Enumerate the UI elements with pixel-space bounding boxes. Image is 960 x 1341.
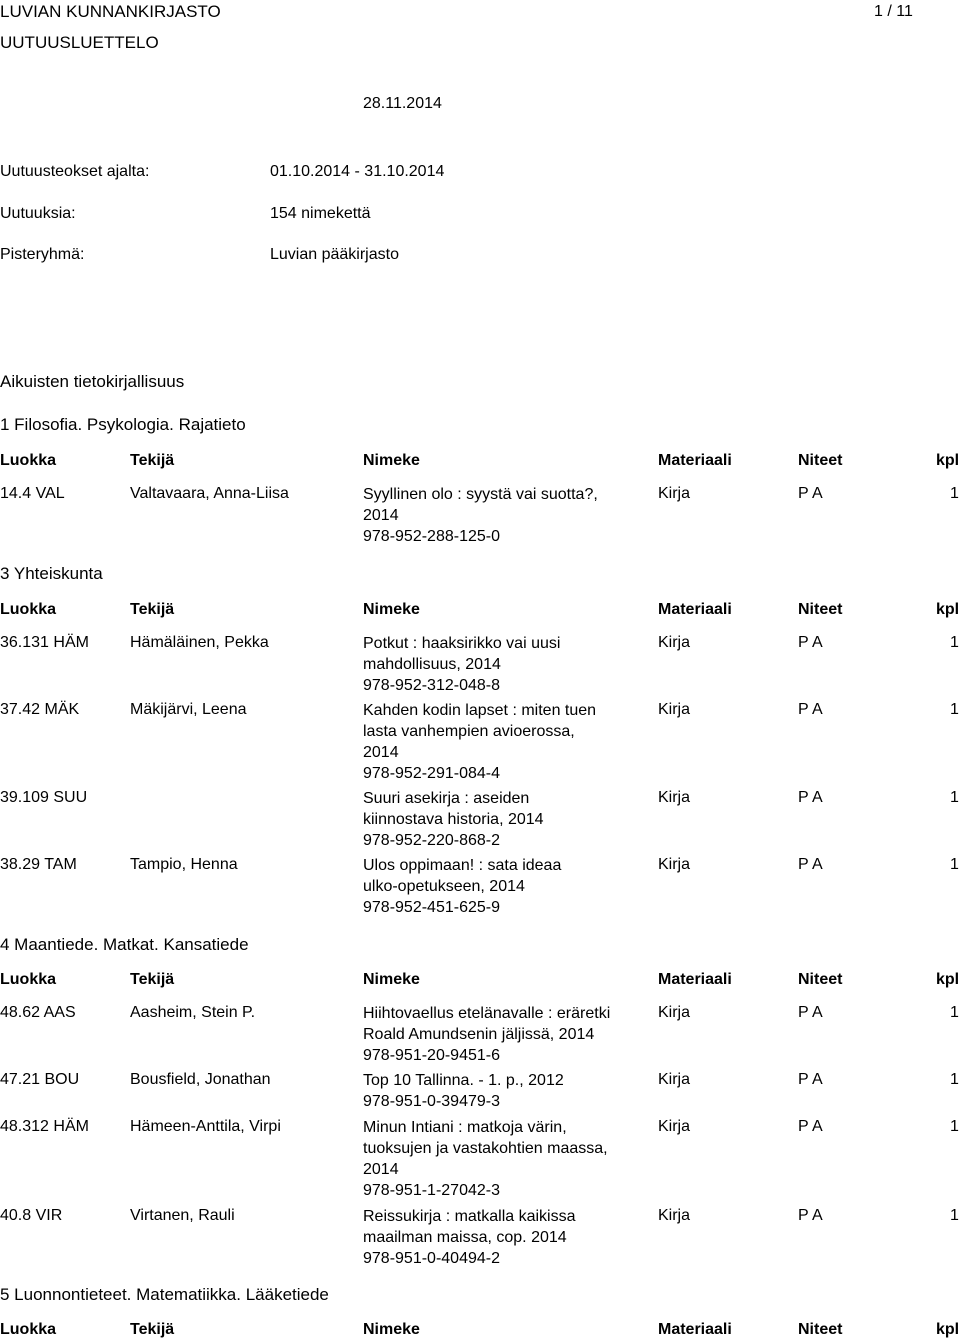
nimeke-line: Suuri asekirja : aseiden: [363, 790, 530, 807]
col-kpl: kpl: [936, 1321, 960, 1338]
row-nimeke: [363, 788, 638, 851]
row-tekija: Tampio, Henna: [130, 856, 238, 873]
col-materiaali: Materiaali: [658, 601, 732, 618]
row-luokka: 14.4 VAL: [0, 485, 65, 502]
row-materiaali: Kirja: [658, 856, 691, 873]
nimeke-line: Reissukirja : matkalla kaikissa: [363, 1208, 576, 1225]
row-luokka: 38.29 TAM: [0, 856, 77, 873]
row-kpl: 1: [950, 634, 959, 651]
row-nimeke: [363, 700, 638, 784]
row-materiaali: Kirja: [658, 701, 691, 718]
report-date: 28.11.2014: [363, 95, 442, 112]
row-tekija: Bousfield, Jonathan: [130, 1071, 271, 1088]
col-materiaali: Materiaali: [658, 452, 732, 469]
meta-period-label: Uutuusteokset ajalta:: [0, 163, 150, 180]
col-nimeke: Nimeke: [363, 971, 420, 988]
row-luokka: 48.312 HÄM: [0, 1118, 89, 1135]
col-tekija: Tekijä: [130, 971, 175, 988]
row-nimeke: [363, 633, 638, 696]
row-materiaali: Kirja: [658, 1118, 691, 1135]
col-niteet: Niteet: [798, 452, 843, 469]
nimeke-line: lasta vanhempien avioerossa,: [363, 723, 575, 740]
row-materiaali: Kirja: [658, 1004, 691, 1021]
row-materiaali: Kirja: [658, 1071, 691, 1088]
col-tekija: Tekijä: [130, 452, 175, 469]
meta-count-label: Uutuuksia:: [0, 205, 76, 222]
col-luokka: Luokka: [0, 1321, 57, 1338]
row-tekija: Valtavaara, Anna-Liisa: [130, 485, 289, 502]
row-nimeke: [363, 1117, 638, 1201]
nimeke-line: Minun Intiani : matkoja värin,: [363, 1119, 567, 1136]
meta-count-value: 154 nimekettä: [270, 205, 371, 222]
row-luokka: 37.42 MÄK: [0, 701, 80, 718]
nimeke-line: Potkut : haaksirikko vai uusi: [363, 635, 561, 652]
row-kpl: 1: [950, 701, 959, 718]
row-materiaali: Kirja: [658, 634, 691, 651]
row-niteet: P A: [798, 856, 823, 873]
row-kpl: 1: [950, 1004, 959, 1021]
row-niteet: P A: [798, 1004, 823, 1021]
nimeke-line: 978-952-288-125-0: [363, 528, 500, 545]
col-luokka: Luokka: [0, 452, 57, 469]
col-luokka: Luokka: [0, 971, 57, 988]
section-title: 1 Filosofia. Psykologia. Rajatieto: [0, 415, 246, 434]
row-luokka: 40.8 VIR: [0, 1207, 63, 1224]
nimeke-line: Syyllinen olo : syystä vai suotta?,: [363, 486, 598, 503]
row-nimeke: [363, 1003, 638, 1066]
row-niteet: P A: [798, 485, 823, 502]
nimeke-line: kiinnostava historia, 2014: [363, 811, 544, 828]
nimeke-line: ulko-opetukseen, 2014: [363, 878, 525, 895]
row-kpl: 1: [950, 1071, 959, 1088]
row-niteet: P A: [798, 1207, 823, 1224]
col-nimeke: Nimeke: [363, 1321, 420, 1338]
col-niteet: Niteet: [798, 971, 843, 988]
nimeke-line: 2014: [363, 1161, 399, 1178]
section-title: 4 Maantiede. Matkat. Kansatiede: [0, 935, 249, 954]
row-tekija: Mäkijärvi, Leena: [130, 701, 247, 718]
col-kpl: kpl: [936, 971, 960, 988]
row-niteet: P A: [798, 1118, 823, 1135]
row-luokka: 48.62 AAS: [0, 1004, 76, 1021]
nimeke-line: 978-952-312-048-8: [363, 677, 500, 694]
nimeke-line: Kahden kodin lapset : miten tuen: [363, 702, 597, 719]
section-title: 5 Luonnontieteet. Matematiikka. Lääketiede: [0, 1285, 329, 1304]
row-niteet: P A: [798, 701, 823, 718]
row-niteet: P A: [798, 634, 823, 651]
col-nimeke: Nimeke: [363, 452, 420, 469]
nimeke-line: 978-951-20-9451-6: [363, 1047, 500, 1064]
meta-group-label: Pisteryhmä:: [0, 246, 85, 263]
nimeke-line: 978-951-0-39479-3: [363, 1093, 500, 1110]
row-materiaali: Kirja: [658, 789, 691, 806]
nimeke-line: 978-952-451-625-9: [363, 899, 500, 916]
row-materiaali: Kirja: [658, 485, 691, 502]
col-luokka: Luokka: [0, 601, 57, 618]
nimeke-line: 2014: [363, 744, 399, 761]
row-nimeke: [363, 1070, 638, 1112]
row-luokka: 36.131 HÄM: [0, 634, 89, 651]
row-luokka: 47.21 BOU: [0, 1071, 80, 1088]
row-tekija: Aasheim, Stein P.: [130, 1004, 256, 1021]
col-nimeke: Nimeke: [363, 601, 420, 618]
col-kpl: kpl: [936, 601, 960, 618]
list-title: UUTUUSLUETTELO: [0, 33, 159, 52]
meta-group-value: Luvian pääkirjasto: [270, 246, 399, 263]
row-niteet: P A: [798, 789, 823, 806]
row-kpl: 1: [950, 1118, 959, 1135]
nimeke-line: 2014: [363, 507, 399, 524]
nimeke-line: tuoksujen ja vastakohtien maassa,: [363, 1140, 608, 1157]
library-name: LUVIAN KUNNANKIRJASTO: [0, 2, 221, 21]
row-tekija: Virtanen, Rauli: [130, 1207, 235, 1224]
nimeke-line: mahdollisuus, 2014: [363, 656, 501, 673]
row-kpl: 1: [950, 1207, 959, 1224]
meta-period-value: 01.10.2014 - 31.10.2014: [270, 163, 445, 180]
page-indicator: 1 / 11: [874, 3, 913, 20]
row-kpl: 1: [950, 856, 959, 873]
row-luokka: 39.109 SUU: [0, 789, 88, 806]
col-niteet: Niteet: [798, 601, 843, 618]
nimeke-line: Roald Amundsenin jäljissä, 2014: [363, 1026, 595, 1043]
nimeke-line: 978-952-220-868-2: [363, 832, 500, 849]
row-nimeke: [363, 1206, 638, 1269]
section-title: 3 Yhteiskunta: [0, 564, 103, 583]
nimeke-line: Ulos oppimaan! : sata ideaa: [363, 857, 562, 874]
row-nimeke: [363, 484, 638, 547]
row-tekija: Hämäläinen, Pekka: [130, 634, 269, 651]
row-nimeke: [363, 855, 638, 918]
col-kpl: kpl: [936, 452, 960, 469]
nimeke-line: 978-951-0-40494-2: [363, 1250, 500, 1267]
row-tekija: Hämeen-Anttila, Virpi: [130, 1118, 281, 1135]
audience-heading: Aikuisten tietokirjallisuus: [0, 372, 185, 391]
col-materiaali: Materiaali: [658, 1321, 732, 1338]
row-kpl: 1: [950, 485, 959, 502]
nimeke-line: Hiihtovaellus etelänavalle : eräretki: [363, 1005, 611, 1022]
nimeke-line: 978-952-291-084-4: [363, 765, 500, 782]
row-kpl: 1: [950, 789, 959, 806]
col-tekija: Tekijä: [130, 601, 175, 618]
nimeke-line: Top 10 Tallinna. - 1. p., 2012: [363, 1072, 564, 1089]
row-materiaali: Kirja: [658, 1207, 691, 1224]
nimeke-line: 978-951-1-27042-3: [363, 1182, 500, 1199]
col-tekija: Tekijä: [130, 1321, 175, 1338]
col-materiaali: Materiaali: [658, 971, 732, 988]
col-niteet: Niteet: [798, 1321, 843, 1338]
row-niteet: P A: [798, 1071, 823, 1088]
nimeke-line: maailman maissa, cop. 2014: [363, 1229, 567, 1246]
